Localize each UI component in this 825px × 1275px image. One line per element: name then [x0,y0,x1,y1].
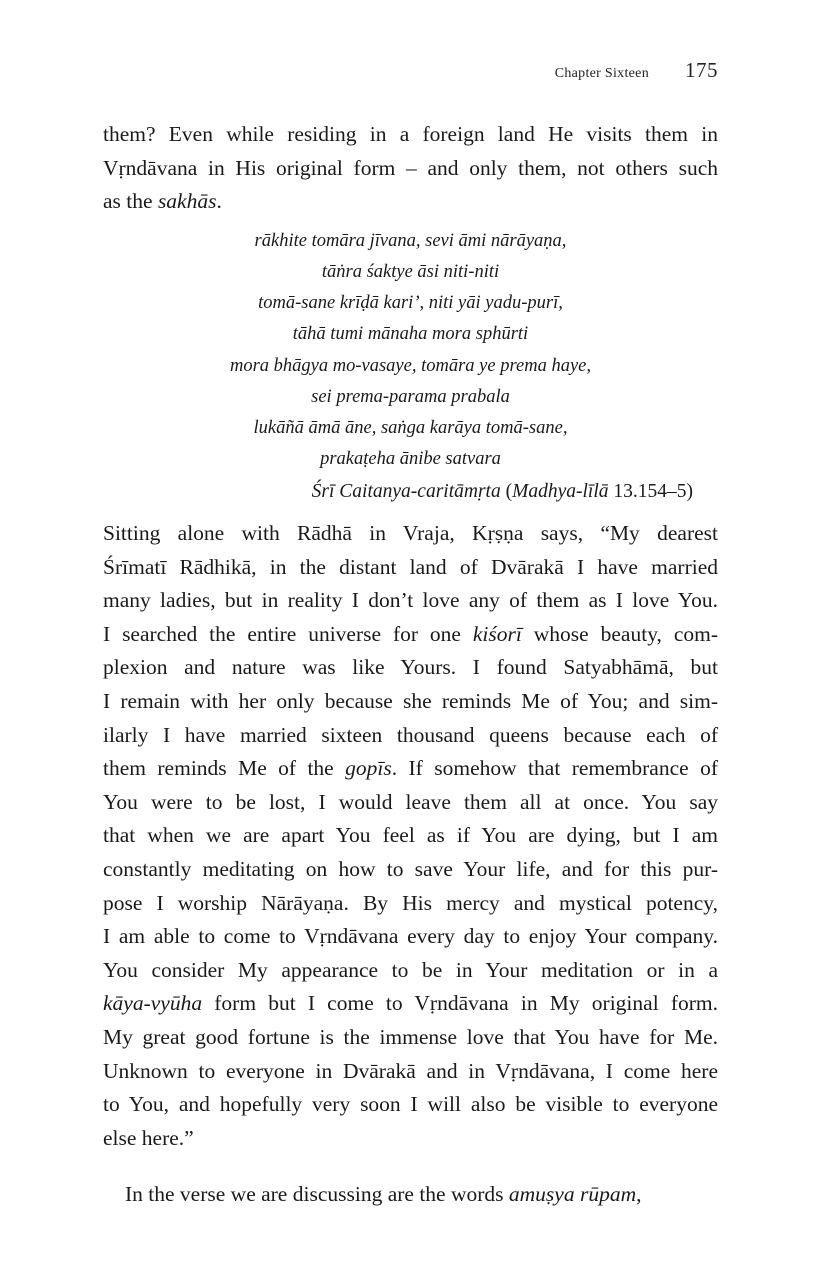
source-work: Śrī Caitanya-caritāmṛta [311,481,501,502]
text-span: them reminds Me of the [103,756,346,781]
text-span: . If somehow that remembrance of [391,756,719,781]
verse-line: sei prema-parama prabala [311,387,510,407]
text-span: . [216,189,222,214]
verse-stanza-1 [103,226,718,350]
italic-term: kiśorī [472,621,522,646]
italic-term: amuṣya rūpam [508,1182,637,1206]
verse-line: prakaṭeha ānibe satvara [320,449,501,469]
text-line: Śrīmatī Rādhikā, in the distant land of Dvārakā I have married [103,554,718,579]
text-span: ( [500,481,513,502]
text-line: many ladies, but in reality I don’t love any of them as I love You. [103,588,718,613]
text-line: I am able to come to Vṛndāvana every day to enjoy Your company. [103,924,718,949]
verse-stanza-2 [103,351,718,475]
verse-source-citation [103,476,693,507]
verse-line: tomā-sane krīḍā kari’, niti yāi yadu-purī, [258,293,563,313]
text-line: I remain with her only because she reminds Me of You; and sim- [103,688,718,713]
running-header [103,58,718,83]
text-span: form but I come to Vṛndāvana in My original form. [202,991,718,1016]
text-line [103,185,718,219]
text-line [103,618,718,652]
text-span: as the [103,189,158,214]
italic-term: gopīs [345,756,392,781]
text-line: else here.” [103,1125,194,1150]
text-line: ilarly I have married sixteen thousand queens because each of [103,722,718,747]
verse-line: tāṅra śaktye āsi niti-niti [321,262,500,282]
paragraph-verse-discussion [103,1178,718,1212]
verse-line: mora bhāgya mo-vasaye, tomāra ye prema haye, [229,356,591,376]
text-line: plexion and nature was like Yours. I found Satyabhāmā, but [103,655,718,680]
text-line: My great good fortune is the immense love that You have for Me. [103,1024,718,1049]
text-line: Unknown to everyone in Dvārakā and in Vṛndāvana, I come here [103,1058,718,1083]
text-span: In the verse we are discussing are the words [125,1182,509,1206]
paragraph-krsna-speech [103,517,718,1155]
text-line [103,987,718,1021]
text-line: pose I worship Nārāyaṇa. By His mercy and mystical potency, [103,890,718,915]
verse-line: rākhite tomāra jīvana, sevi āmi nārāyaṇa, [254,231,567,251]
text-span: whose beauty, com- [521,621,719,646]
text-line [103,752,718,786]
page-number: 175 [685,58,718,82]
text-line: You were to be lost, I would leave them all at once. You say [103,789,718,814]
source-section: Madhya-līlā [512,481,609,502]
italic-term: kāya-vyūha [103,991,203,1016]
text-line: Sitting alone with Rādhā in Vraja, Kṛṣṇa says, “My dearest [103,521,718,545]
text-line: to You, and hopefully very soon I will also be visible to everyone [103,1092,718,1117]
text-line: that when we are apart You feel as if You are dying, but I am [103,823,718,848]
verse-line: lukāñā āmā āne, saṅga karāya tomā-sane, [253,418,568,438]
text-span: I searched the entire universe for one [103,621,473,646]
source-reference: 13.154–5) [608,481,693,502]
paragraph-continuation [103,118,718,219]
text-line: constantly meditating on how to save Your life, and for this pur- [103,856,718,881]
text-line: Vṛndāvana in His original form – and only them, not others such [103,155,718,180]
text-line: them? Even while residing in a foreign land He visits them in [103,122,718,146]
verse-line: tāhā tumi mānaha mora sphūrti [292,324,529,344]
italic-term: sakhās [157,189,217,214]
chapter-title: Chapter Sixteen [554,66,649,81]
text-line: You consider My appearance to be in Your meditation or in a [103,957,718,982]
text-span: , [636,1182,642,1206]
